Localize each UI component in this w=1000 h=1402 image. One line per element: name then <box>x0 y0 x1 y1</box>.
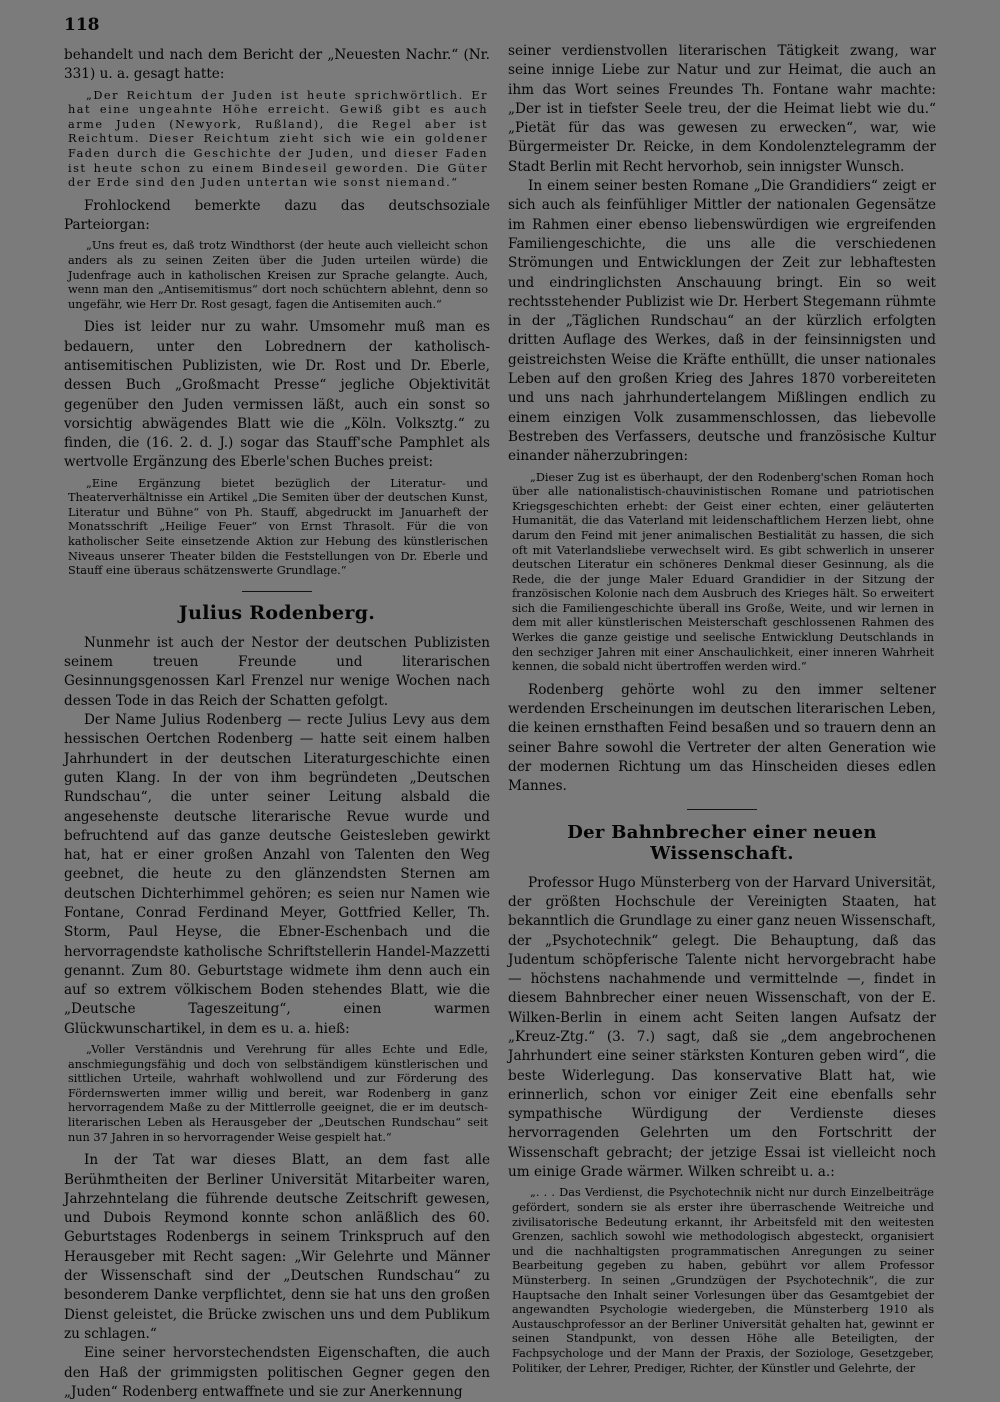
paragraph: Rodenberg gehörte wohl zu den immer seltener werdenden Erscheinungen im deutschen literarischen Leben, die keinen ernsthaften Feind besaßen und so trauern denn an seiner Bahre sowohl die Vertreter der alten Generation wie der modernen Richtung um das Hinscheiden dieses edlen Mannes. <box>508 681 936 795</box>
block-quote: „Eine Ergänzung bietet bezüglich der Literatur- und Theaterverhältnisse ein Artikel „Die Semiten über der deutschen Kunst, Literatur und Bühne“ von Ph. Stauff, abgedruckt im Januarheft der Monatsschrift „Heilige Feuer“ von Ernst Thrasolt. Für die von katholischer Seite einsetzende Aktion zur Hebung des künstlerischen Niveaus unserer Theater bilden die Feststellungen von Dr. Eberle und Stauff eine überaus schätzenswerte Grundlage.“ <box>68 476 488 578</box>
left-column <box>64 46 490 1402</box>
paragraph: seiner verdienstvollen literarischen Tätigkeit zwang, war seine innige Liebe zur Natur und zur Heimat, die auch an ihm das Wort seines Freundes Th. Fontane wahr machte: „Der ist in tiefster Seele treu, der die Heimat liebt wie du.“ „Pietät für das was gewesen zu erwecken“, war, wie Bürgermeister Dr. Reicke, in dem Kondolenztelegramm der Stadt Berlin mit Recht hervorhob, sein innigster Wunsch. <box>508 43 936 175</box>
block-quote: „. . . Das Verdienst, die Psychotechnik nicht nur durch Einzelbeiträge gefördert, sondern sie als erster ihre überraschende Weitreiche und zivilisatorische Bedeutung erkannt, ihr Arbeitsfeld mit den weitesten Grenzen, sachlich sowohl wie methodologisch abgesteckt, organisiert und die nachhaltigsten programmatischen Anregungen zu seiner Bearbeitung gegeben zu haben, gebührt vor allem Professor Münsterberg. In seinen „Grundzügen der Psychotechnik“, die zur Hauptsache den Inhalt seiner Vorlesungen über das Gesamtgebiet der angewandten Psychologie wiedergeben, die Münsterberg 1910 als Austauschprofessor an der Berliner Universität gehalten hat, gewinnt er seinen Standpunkt, von dessen Höhe alle Beteiligten, der Fachpsychologe und der Mann der Praxis, der Soziologe, Gesetzgeber, Politiker, der Lehrer, Prediger, Richter, der Künstler und Gelehrte, der <box>512 1186 934 1375</box>
article-heading: Julius Rodenberg. <box>178 601 376 624</box>
section-divider <box>242 591 312 592</box>
paragraph: Dies ist leider nur zu wahr. Umsomehr muß man es bedauern, unter den Lobrednern der katholisch-antisemitischen Publizisten, wie Dr. Rost und Dr. Eberle, dessen Buch „Großmacht Presse“ jegliche Objektivität gegenüber den Juden vermissen läßt, auch ein sonst so vorsichtig abwägendes Blatt wie die „Köln. Volksztg.“ zu finden, die (16. 2. d. J.) sogar das Stauff'sche Pamphlet als wertvolle Ergänzung des Eberle'schen Buches preist: <box>64 319 490 471</box>
paragraph: Professor Hugo Münsterberg von der Harvard Universität, der größten Hochschule der Vereinigten Staaten, hat bekanntlich die Grundlage zu einer ganz neuen Wissenschaft, der „Psychotechnik“ gelegt. Die Behauptung, daß das Judentum schöpferische Talente nicht hervorgebracht habe — höchstens nachahmende und vermittelnde —, findet in diesem Bahnbrecher einer neuen Wissenschaft, von der E. Wilken-Berlin in einem acht Seiten langen Aufsatz der „Kreuz-Ztg.“ (3. 7.) sagt, daß sie „dem angebrochenen Jahrhundert eine seiner stärksten Konturen geben wird“, die beste Widerlegung. Das konservative Blatt hat, wie erinnerlich, schon vor einiger Zeit eine ebenfalls sehr sympathische Würdigung der Verdienste dieses hervorragenden Gelehrten um den Fortschritt der Wissenschaft gebracht; der jetzige Essai ist vielleicht noch um einige Grade wärmer. Wilken schreibt u. a.: <box>508 874 936 1181</box>
paragraph: In der Tat war dieses Blatt, an dem fast alle Berühmtheiten der Berliner Universität Mitarbeiter waren, Jahrzehntelang die führende deutsche Zeitschrift gewesen, und Dubois Reymond konnte schon anläßlich des 60. Geburtstages Rodenbergs in seinem Trinkspruch auf den Herausgeber mit Recht sagen: „Wir Gelehrte und Männer der Wissenschaft sind der „Deutschen Rundschau“ zu besonderem Danke verpflichtet, denn sie hat uns den großen Dienst geleistet, die Brücke zwischen uns und dem Publikum zu schlagen.“ <box>64 1152 490 1342</box>
section-divider <box>687 809 757 810</box>
paragraph: Nunmehr ist auch der Nestor der deutschen Publizisten seinem treuen Freunde und literarischen Gesinnungsgenossen Karl Frenzel nur wenige Wochen nach dessen Tode in das Reich der Schatten gefolgt. <box>64 634 490 709</box>
paragraph: Der Name Julius Rodenberg — recte Julius Levy aus dem hessischen Oertchen Rodenberg — hatte seit einem halben Jahrhundert in der deutschen Literaturgeschichte einen guten Klang. In der von ihm begründeten „Deutschen Rundschau“, die unter seiner Leitung alsbald die angesehenste deutsche literarische Revue wurde und befruchtend auf das ganze deutsche Geistesleben gewirkt hat, hat er einer großen Anzahl von Talenten den Weg geebnet, die heute zu den glänzendsten Sternen am deutschen Dichterhimmel gehören; es seien nur Namen wie Fontane, Conrad Ferdinand Meyer, Gottfried Keller, Th. Storm, Paul Heyse, die Ebner-Eschenbach und die hervorragendste katholische Schriftstellerin Handel-Mazzetti genannt. Zum 80. Geburtstage widmete ihm denn auch ein auf so extrem völkischem Boden stehendes Blatt, wie die „Deutsche Tageszeitung“, einen warmen Glückwunschartikel, in dem es u. a. hieß: <box>64 712 490 1037</box>
page-number: 118 <box>64 15 100 35</box>
block-quote: „Uns freut es, daß trotz Windthorst (der heute auch vielleicht schon anders als zu seinen Zeiten über die Juden urteilen würde) die Judenfrage auch in katholischen Kreisen zur Sprache gelangte. Auch, wenn man den „Antisemitismus“ dort noch schüchtern ablehnt, denn so ungefähr, wie Herr Dr. Rost gesagt, fagen die Antisemiten auch.“ <box>68 239 488 311</box>
right-column <box>508 42 936 1382</box>
article-heading: Der Bahnbrecher einer neuen Wissenschaft. <box>567 821 877 864</box>
paragraph: Eine seiner hervorstechendsten Eigenschaften, die auch den Haß der grimmigsten politischen Gegner gegen den „Juden“ Rodenberg entwaffnete und sie zur Anerkennung <box>64 1345 490 1400</box>
paragraph: Frohlockend bemerkte dazu das deutschsoziale Parteiorgan: <box>64 197 490 234</box>
paragraph: behandelt und nach dem Bericht der „Neuesten Nachr.“ (Nr. 331) u. a. gesagt hatte: <box>64 47 490 83</box>
block-quote: „Dieser Zug ist es überhaupt, der den Rodenberg'schen Roman hoch über alle nationalistisch-chauvinistischen Romane und patriotischen Kriegsgeschichten erhebt: der Geist einer echten, einer geläuterten Humanität, die das Vaterland mit leidenschaftlichem Herzen liebt, ohne darum den Feind mit jener animalischen Bestialität zu hassen, die sich oft mit Vaterlandsliebe verwechselt wird. Es gibt schwerlich in unserer deutschen Literatur ein schöneres Denkmal dieser Gesinnung, als die Rede, die der junge Maler Eduard Grandidier in der Sitzung der französischen Kolonie nach dem Ausbruch des Krieges hält. So erweitert sich die Familiengeschichte überall ins Große, Weite, und wir lernen in dem mit aller künstlerischen Meisterschaft geschlossenen Rahmen des Werkes die ganze geistige und seelische Entwicklung Deutschlands in den sechziger Jahren mit einer Anschaulichkeit, einer inneren Wahrheit kennen, die sobald nicht übertroffen werden wird.“ <box>512 470 934 674</box>
block-quote: „Der Reichtum der Juden ist heute sprichwörtlich. Er hat eine ungeahnte Höhe erreicht. Gewiß gibt es auch arme Juden (Newyork, Rußland), die Regel aber ist Reichtum. Dieser Reichtum zieht sich wie ein goldener Faden durch die Geschichte der Juden, und dieser Faden ist heute schon zu einem Bindeseil geworden. Die Güter der Erde sind den Juden untertan wie sonst niemand.“ <box>68 88 488 190</box>
block-quote: „Voller Verständnis und Verehrung für alles Echte und Edle, anschmiegungsfähig und doch von selbständigem künstlerischen und sittlichen Urteile, wahrhaft wohlwollend und zur Förderung des Fördernswerten immer willig und bereit, war Rodenberg in ganz hervorragendem Maße zu der Mittlerrolle geeignet, die er im deutsch-literarischen Leben als Herausgeber der „Deutschen Rundschau“ seit nun 37 Jahren in so hervorragender Weise gespielt hat.“ <box>68 1043 488 1144</box>
paragraph: In einem seiner besten Romane „Die Grandidiers“ zeigt er sich auch als feinfühliger Mittler der nationalen Gegensätze im Rahmen einer ebenso liebenswürdigen wie ergreifenden Familiengeschichte, die uns alle die verschiedenen Strömungen und Entwicklungen der Zeit zur lebhaftesten und eindringlichsten Anschauung bringt. Ein so weit rechtsstehender Publizist wie Dr. Herbert Stegemann rühmte in der „Täglichen Rundschau“ an der kürzlich erfolgten dritten Auflage des Werkes, daß in der feinsinnigsten und geistreichsten Weise die Kräfte enthüllt, die unser nationales Leben auf den großen Krieg des Jahres 1870 vorbereiteten und uns nach jahrhundertelangem Mißlingen endlich zu einem einzigen Volk zusammenschlossen, das liebevolle Bestreben des Verfassers, deutsche und französische Kultur einander näherzubringen: <box>508 178 936 465</box>
